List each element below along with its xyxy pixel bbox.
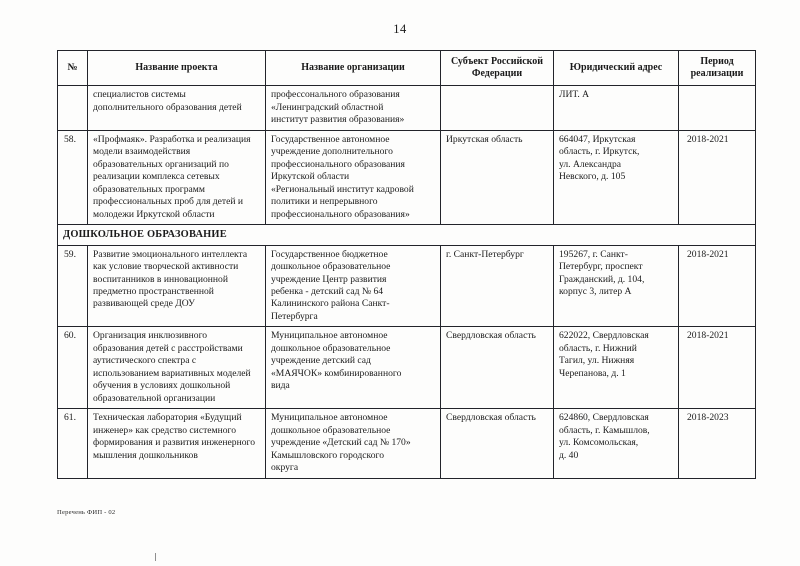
cell-number — [58, 86, 88, 130]
cell-line: развивающей среде ДОУ — [93, 298, 195, 310]
cell-line: образовательной организации — [93, 392, 216, 404]
cell-line: д. 40 — [559, 449, 579, 461]
cell-line: дошкольное образовательное — [271, 342, 391, 354]
footer-note: Перечень ФИП - 02 — [57, 509, 116, 516]
cell-period — [679, 409, 756, 478]
cell-line: Тагил, ул. Нижняя — [559, 355, 635, 367]
cell-line: область, г. Камышлов, — [559, 424, 650, 436]
cell-line: учреждение «Детский сад № 170» — [271, 437, 411, 449]
cell-line: область, г. Нижний — [559, 342, 637, 354]
cell-organization-name — [266, 409, 441, 478]
cell-line: дошкольное образовательное — [271, 424, 391, 436]
column-header-period: Период реализации — [679, 51, 756, 86]
cell-line: 195267, г. Санкт- — [559, 248, 628, 260]
cell-subject — [441, 245, 554, 327]
cell-line: реализации комплекса сетевых — [93, 171, 220, 183]
cell-line: Развитие эмоционального интеллекта — [93, 248, 248, 260]
cell-line: ДОШКОЛЬНОЕ ОБРАЗОВАНИЕ — [63, 229, 227, 241]
cell-line: «Ленинградский областной — [271, 101, 384, 113]
cell-line: учреждение детский сад — [271, 355, 371, 367]
cell-period — [679, 86, 756, 130]
cell-line: «Профмаяк». Разработка и реализация — [93, 133, 251, 145]
cell-line: институт развития образования» — [271, 114, 405, 126]
cell-organization-name — [266, 130, 441, 224]
cell-line: обучения в условиях дошкольной — [93, 380, 231, 392]
cell-line: образовательных организаций по — [93, 158, 229, 170]
cell-line: профессионального образования» — [271, 208, 410, 220]
cell-subject — [441, 86, 554, 130]
cell-line: Петербург, проспект — [559, 261, 643, 273]
cell-organization-name — [266, 245, 441, 327]
cell-line: использованием вариативных моделей — [93, 367, 251, 379]
cell-line: Калининского района Санкт- — [271, 298, 390, 310]
cell-line: Техническая лаборатория «Будущий — [93, 412, 242, 424]
cell-line: 2018-2023 — [687, 412, 729, 424]
cell-line: Свердловская область — [446, 412, 536, 424]
cell-line: 58. — [64, 133, 76, 145]
page-number: 14 — [393, 22, 407, 36]
cell-legal-address — [554, 86, 679, 130]
cell-organization-name — [266, 86, 441, 130]
column-header-number: № — [58, 51, 88, 86]
cell-line: политики и непрерывного — [271, 196, 378, 208]
cell-line: 624860, Свердловская — [559, 412, 649, 424]
cell-line: Невского, д. 105 — [559, 171, 626, 183]
cell-line: Иркутской области — [271, 171, 350, 183]
cell-line: образовательных программ — [93, 183, 205, 195]
cell-project-name — [88, 130, 266, 224]
table-header-row — [58, 51, 756, 86]
cell-line: Свердловская область — [446, 330, 536, 342]
table-header — [58, 51, 756, 86]
cell-project-name — [88, 409, 266, 478]
cell-project-name — [88, 86, 266, 130]
cell-line: 60. — [64, 330, 76, 342]
cell-line: г. Санкт-Петербург — [446, 248, 524, 260]
cell-number — [58, 409, 88, 478]
cell-line: воспитанников в инновационной — [93, 273, 228, 285]
cell-period — [679, 327, 756, 409]
cell-line: дошкольное образовательное — [271, 261, 391, 273]
cell-line: модели взаимодействия — [93, 146, 191, 158]
cell-line: Муниципальное автономное — [271, 412, 388, 424]
cell-subject — [441, 130, 554, 224]
table-row — [58, 409, 756, 478]
cell-line: Муниципальное автономное — [271, 330, 388, 342]
cell-line: вида — [271, 380, 290, 392]
cell-number — [58, 327, 88, 409]
cell-line: специалистов системы — [93, 89, 186, 101]
cell-line: 59. — [64, 248, 76, 260]
cell-line: учреждение дополнительного — [271, 146, 393, 158]
federal-innovation-projects-table — [57, 50, 756, 479]
cell-number — [58, 130, 88, 224]
cell-line: инженер» как средство системного — [93, 424, 237, 436]
cell-line: корпус 3, литер А — [559, 285, 632, 297]
cell-line: образования детей с расстройствами — [93, 342, 243, 354]
cell-line: ЛИТ. А — [559, 89, 590, 101]
column-header-project-name: Название проекта — [88, 51, 266, 86]
cell-line: Государственное автономное — [271, 133, 390, 145]
column-header-legal-address: Юридический адрес — [554, 51, 679, 86]
cell-line: дополнительного образования детей — [93, 101, 242, 113]
cell-line: округа — [271, 462, 299, 474]
cell-line: молодежи Иркутской области — [93, 208, 215, 220]
cell-line: профессонального образования — [271, 89, 400, 101]
cell-period — [679, 245, 756, 327]
section-header-row — [58, 225, 756, 246]
cell-line: учреждение Центр развития — [271, 273, 387, 285]
cell-line: Организация инклюзивного — [93, 330, 208, 342]
cell-line: область, г. Иркутск, — [559, 146, 640, 158]
cell-project-name — [88, 327, 266, 409]
page-edge-mark — [155, 553, 156, 561]
cell-line: профессиональных проб для детей и — [93, 196, 244, 208]
cell-line: формирования и развития инженерного — [93, 437, 256, 449]
cell-line: 61. — [64, 412, 76, 424]
cell-line: 664047, Иркутская — [559, 133, 636, 145]
cell-line: Гражданский, д. 104, — [559, 273, 645, 285]
table-row — [58, 86, 756, 130]
cell-line: «Региональный институт кадровой — [271, 183, 414, 195]
cell-line: Иркутская область — [446, 133, 523, 145]
cell-line: предметно пространственной — [93, 285, 214, 297]
table-body — [58, 86, 756, 478]
cell-line: мышления дошкольников — [93, 449, 198, 461]
cell-line: ул. Комсомольская, — [559, 437, 639, 449]
table-row — [58, 327, 756, 409]
cell-subject — [441, 409, 554, 478]
cell-line: как условие творческой активности — [93, 261, 239, 273]
table-row — [58, 130, 756, 224]
section-header-label — [58, 225, 756, 246]
cell-number — [58, 245, 88, 327]
cell-period — [679, 130, 756, 224]
cell-line: ул. Александра — [559, 158, 622, 170]
cell-line: профессионального образования — [271, 158, 405, 170]
cell-legal-address — [554, 327, 679, 409]
cell-line: 2018-2021 — [687, 330, 729, 342]
cell-line: Черепанова, д. 1 — [559, 367, 626, 379]
cell-subject — [441, 327, 554, 409]
cell-legal-address — [554, 409, 679, 478]
cell-line: 2018-2021 — [687, 133, 729, 145]
cell-legal-address — [554, 130, 679, 224]
column-header-subject: Субъект Российской Федерации — [441, 51, 554, 86]
cell-line: аутистического спектра с — [93, 355, 197, 367]
cell-line: Государственное бюджетное — [271, 248, 388, 260]
cell-legal-address — [554, 245, 679, 327]
column-header-organization-name: Название организации — [266, 51, 441, 86]
cell-line: «МАЯЧОК» комбинированного — [271, 367, 402, 379]
table-row — [58, 245, 756, 327]
cell-line: Петербурга — [271, 310, 318, 322]
cell-project-name — [88, 245, 266, 327]
cell-line: ребенка - детский сад № 64 — [271, 285, 384, 297]
cell-line: 622022, Свердловская — [559, 330, 649, 342]
cell-organization-name — [266, 327, 441, 409]
cell-line: Камышловского городского — [271, 449, 385, 461]
cell-line: 2018-2021 — [687, 248, 729, 260]
